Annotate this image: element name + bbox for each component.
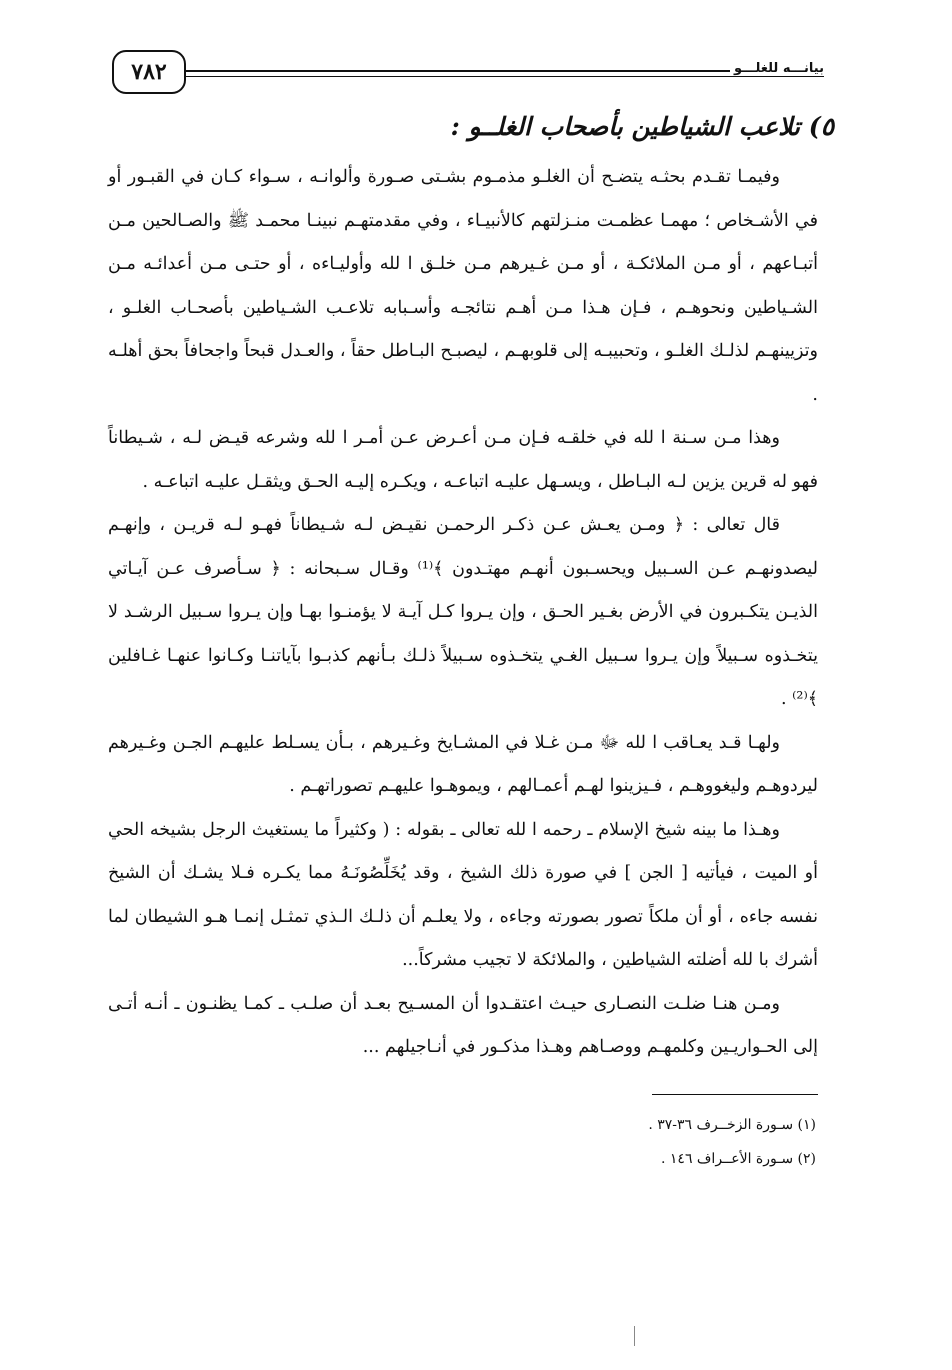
header-rule xyxy=(186,70,746,72)
section-heading: ٥) تلاعب الشياطين بأصحاب الغلــو : xyxy=(450,112,834,141)
running-title: بيانـــه للغلـــو xyxy=(730,61,824,76)
footnotes xyxy=(500,1108,816,1176)
page-number: ٧٨٢ xyxy=(112,50,186,94)
body-text xyxy=(108,156,818,1070)
footnote-separator xyxy=(652,1094,818,1095)
footnote: (١) سـورة الزخــرف ٣٦-٣٧ . xyxy=(648,1117,816,1133)
scan-mark xyxy=(634,1326,635,1346)
footnote: (٢) سـورة الأعــراف ١٤٦ . xyxy=(661,1151,816,1167)
paragraph: ولهـا قـد يعـاقب ا لله ﷻ مـن غـلا في المشـايخ وغـيرهم ، بـأن يسـلط عليهـم الجـن وغـيرهم ليردوهـم وليغووهـم ، فـيزينوا لهـم أعمـالهم ، ويموهـوا عليهـم تصوراتهـم . xyxy=(108,732,818,796)
header-rule xyxy=(186,76,824,77)
paragraph: وهـذا ما بينه شيخ الإسلام ـ رحمه ا لله تعالى ـ بقوله : ( وكثيراً ما يستغيث الرجل بشيخه الحي أو الميت ، فيأتيه [ الجن ] في صورة ذلك الشيخ ، وقد يُخَلِّصُونَـهُ مما يكـره فـلا يشـك أن الشيخ نفسه جاءه ، أو أن ملكاً تصور بصورته وجاءه ، ولا يعلـم أن ذلـك الـذي تمثـل إنمـا هـو الشيطان لما أشرك با لله أضلته الشياطين ، والملائكة لا تجيب مشركاً... xyxy=(108,819,818,970)
paragraph: وفيمـا تقـدم بحثـه يتضـح أن الغلـو مذمـوم بشـتى صـورة وألوانـه ، سـواء كـان في القبـور أو في الأشـخاص ؛ مهمـا عظمـت منـزلتهم كالأنبيـاء ، وفي مقدمتهـم نبينـا محمـد ﷺ والصـالحين مـن أتبـاعهم ، أو مـن الملائكـة ، أو مـن غـيرهم مـن خلـق ا لله وأوليـاءه ، أو حتـى مـن أعدائـه مـن الشـياطين ونحوهـم ، فـإن هـذا مـن أهـم نتائجـه وأسـبابه تلاعـب الشـياطين بأصحـاب الغلـو ، وتزيينهـم لذلـك الغلـو ، وتحبيبـه إلى قلوبهـم ، ليصبـح البـاطل حقاً ، والعـدل قبحاً واجحافاً بحق أهلـه . xyxy=(108,167,818,405)
page-header xyxy=(112,50,824,94)
paragraph: قال تعالى : ﴿ ومـن يعـش عـن ذكـر الرحمـن نقيـض لـه شـيطاناً فهـو لـه قريـن ، وإنهـم ليصدونهـم عـن السـبيل ويحسـبون أنهـم مهتـدون ﴾⁽¹⁾ وقـال سـبحانه : ﴿ سـأصرف عـن آيـاتي الذيـن يتكـبرون في الأرض بغـير الحـق ، وإن يـروا كـل آيـة لا يؤمنـوا بهـا وإن يـروا سـبيل الرشـد لا يتخـذوه سـبيلاً وإن يـروا سـبيل الغـي يتخـذوه سـبيلاً ذلـك بـأنهم كذبـوا بآياتنـا وكـانوا عنهـا غـافلين ﴾⁽²⁾ . xyxy=(108,515,818,709)
paragraph: وهذا مـن سـنة ا لله في خلقـه فـإن مـن أعـرض عـن أمـر ا لله وشرعه قيـض لـه ، شـيطاناً فهو له قرين يزين لـه البـاطل ، ويسـهل عليـه اتباعـه ، ويكـره إليـه الحـق ويثقـل عليـه اتباعـه . xyxy=(108,428,818,492)
paragraph: ومـن هنـا ضلـت النصـارى حيـث اعتقـدوا أن المسـيح بعـد أن صلـب ـ كمـا يظنـون ـ أنـه أتـى إلى الحـواريـين وكلمهـم ووصـاهم وهـذا مذكـور في أنـاجيلهم ... xyxy=(108,993,818,1057)
